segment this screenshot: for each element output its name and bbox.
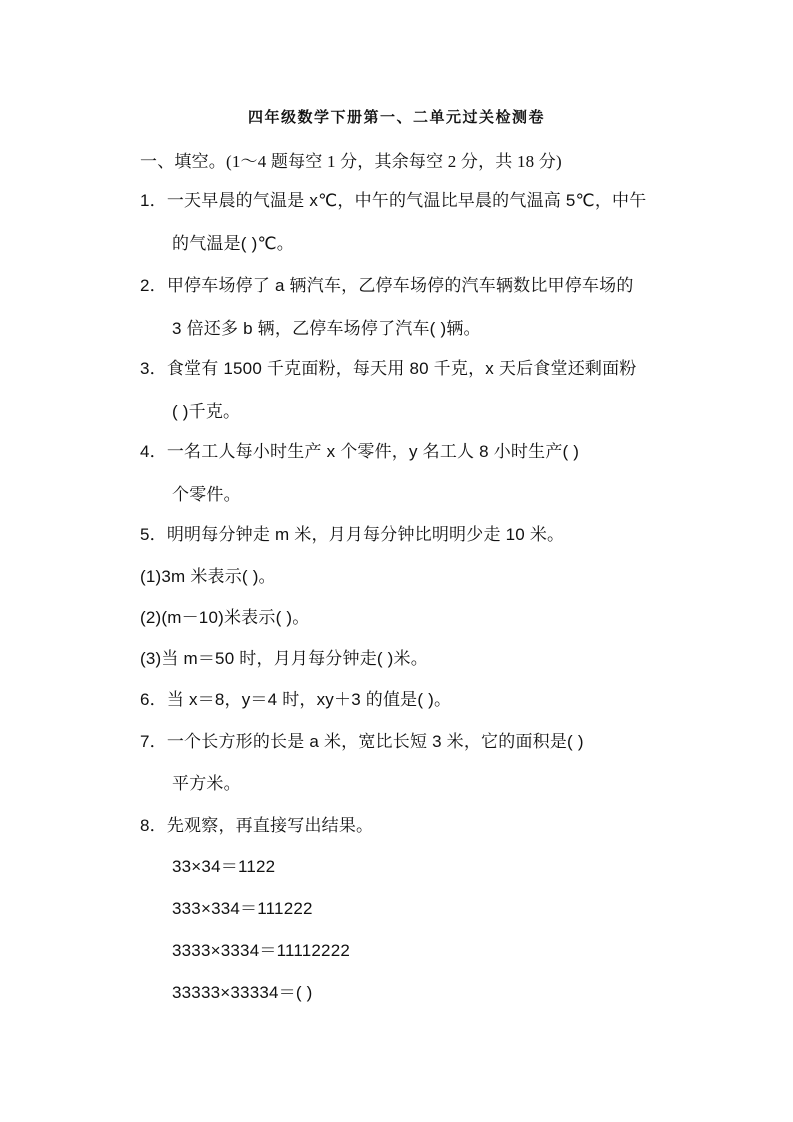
section-heading: 一、填空。(1～4 题每空 1 分，其余每空 2 分，共 18 分)	[140, 152, 562, 171]
question-1-line-1: 1．一天早晨的气温是 x℃，中午的气温比早晨的气温高 5℃，中午	[140, 191, 647, 210]
question-3-line-2: ( )千克。	[172, 402, 241, 421]
question-5-part-1: (1)3m 米表示( )。	[140, 567, 276, 586]
page-title: 四年级数学下册第一、二单元过关检测卷	[247, 108, 545, 126]
question-5-stem: 5．明明每分钟走 m 米，月月每分钟比明明少走 10 米。	[140, 525, 565, 544]
question-4-line-1: 4．一名工人每小时生产 x 个零件，y 名工人 8 小时生产( )	[140, 442, 580, 461]
question-5-part-3: (3)当 m＝50 时，月月每分钟走( )米。	[140, 649, 428, 668]
pattern-line-2: 333×334＝111222	[172, 899, 313, 918]
question-3-line-1: 3．食堂有 1500 千克面粉，每天用 80 千克，x 天后食堂还剩面粉	[140, 359, 637, 378]
pattern-line-1: 33×34＝1122	[172, 857, 276, 876]
question-8-stem: 8．先观察，再直接写出结果。	[140, 816, 374, 835]
question-4-line-2: 个零件。	[172, 485, 241, 504]
question-1-line-2: 的气温是( )℃。	[172, 234, 294, 253]
question-2-line-1: 2．甲停车场停了 a 辆汽车，乙停车场停的汽车辆数比甲停车场的	[140, 276, 634, 295]
pattern-line-3: 3333×3334＝11112222	[172, 941, 351, 960]
question-7-line-1: 7．一个长方形的长是 a 米，宽比长短 3 米，它的面积是( )	[140, 732, 584, 751]
pattern-line-4: 33333×33334＝( )	[172, 983, 313, 1002]
question-6: 6．当 x＝8，y＝4 时，xy＋3 的值是( )。	[140, 690, 452, 709]
question-2-line-2: 3 倍还多 b 辆，乙停车场停了汽车( )辆。	[172, 319, 481, 338]
question-5-part-2: (2)(m－10)米表示( )。	[140, 608, 310, 627]
question-7-line-2: 平方米。	[172, 774, 241, 793]
